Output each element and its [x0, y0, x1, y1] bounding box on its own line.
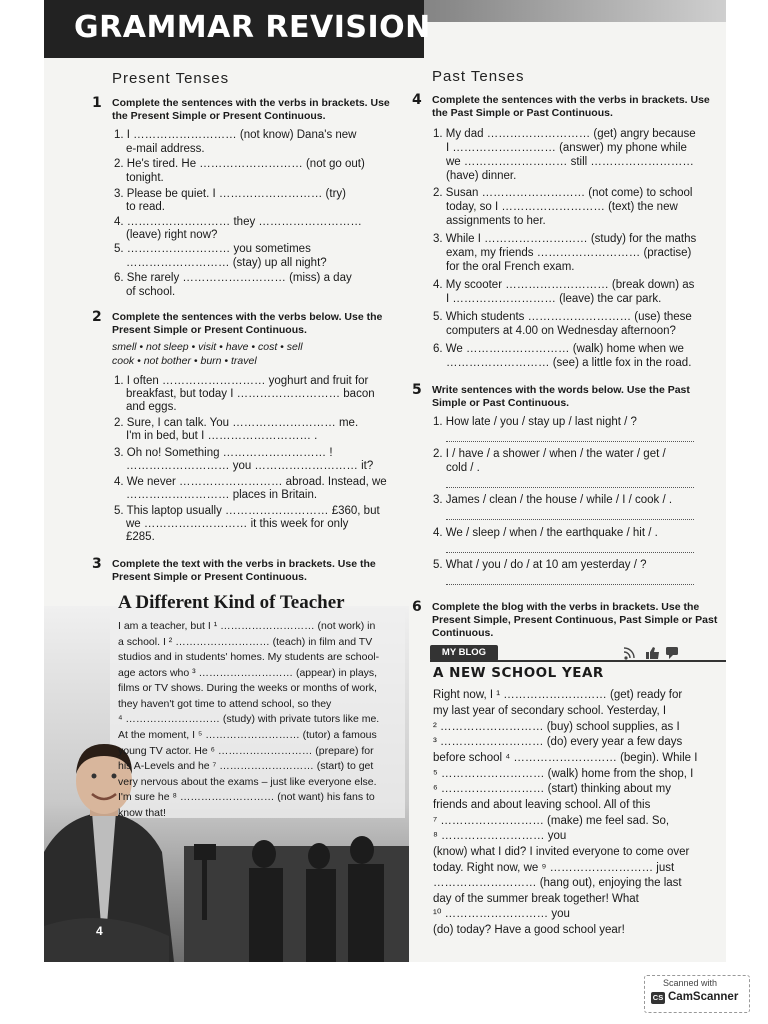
- present-tenses-heading: Present Tenses: [112, 70, 230, 87]
- exercise-line: I'm in bed, but I ……………………… .: [126, 430, 318, 442]
- exercise-line: 2. He's tired. He ……………………… (not go out): [114, 158, 365, 170]
- story-line: films or TV shows. During the weeks or months of work,: [118, 682, 377, 694]
- exercise-line: cold / .: [446, 462, 480, 474]
- worksheet-page: [44, 0, 726, 962]
- story-line: I am a teacher, but I ¹ ……………………… (not work) in: [118, 620, 376, 632]
- blog-line: ¹⁰ ……………………… you: [433, 908, 570, 920]
- exercise-line: 4. ……………………… they ………………………: [114, 216, 362, 228]
- exercise-2-number: 2: [92, 309, 102, 325]
- rss-icon: [624, 648, 634, 660]
- exercise-1-number: 1: [92, 95, 102, 111]
- blog-line: day of the summer break together! What: [433, 893, 639, 905]
- exercise-line: today, so I ……………………… (text) the new: [446, 201, 678, 213]
- exercise-6-instructions: Complete the blog with the verbs in brackets. Use the Present Simple, Present Continuous, Past Simple or Past Continuous.: [432, 601, 718, 639]
- exercise-1-instructions: Complete the sentences with the verbs in brackets. Use the Present Simple or Present Continuous.: [112, 97, 390, 122]
- exercise-line: ……………………… you ……………………… it?: [126, 460, 374, 472]
- exercise-line: 3. James / clean / the house / while / I / cook / .: [433, 494, 673, 506]
- story-line: very nervous about the exams – just like everyone else.: [118, 776, 377, 788]
- exercise-line: we ……………………… it this week for only: [126, 518, 349, 530]
- exercise-6-number: 6: [412, 599, 422, 615]
- exercise-line: 6. She rarely ……………………… (miss) a day: [114, 272, 352, 284]
- exercise-5-number: 5: [412, 382, 422, 398]
- blog-line: my last year of secondary school. Yesterday, I: [433, 705, 667, 717]
- like-icon: [646, 647, 659, 659]
- exercise-line: 1. How late / you / stay up / last night / ?: [433, 416, 637, 428]
- answer-blank: [446, 440, 694, 442]
- exercise-4-number: 4: [412, 92, 422, 108]
- scanned-with-label: Scanned with: [663, 978, 718, 988]
- exercise-line: 5. What / you / do / at 10 am yesterday / ?: [433, 559, 647, 571]
- answer-blank: [446, 551, 694, 553]
- exercise-line: 3. While I ……………………… (study) for the maths: [433, 233, 697, 245]
- story-line: a school. I ² ……………………… (teach) in film and TV: [118, 636, 373, 648]
- exercise-line: 5. ……………………… you sometimes: [114, 243, 311, 255]
- exercise-line: tonight.: [126, 172, 164, 184]
- blog-line: ……………………… (hang out), enjoying the last: [433, 877, 682, 889]
- exercise-3-number: 3: [92, 556, 102, 572]
- exercise-line: 1. I ……………………… (not know) Dana's new: [114, 129, 357, 141]
- blog-line: ² ……………………… (buy) school supplies, as I: [433, 721, 680, 733]
- exercise-line: £285.: [126, 531, 155, 543]
- blog-line: ⁵ ……………………… (walk) home from the shop, I: [433, 768, 694, 780]
- story-line: his A-Levels and he ⁷ ……………………… (start) to get: [118, 760, 374, 772]
- exercise-line: I ……………………… (answer) my phone while: [446, 142, 687, 154]
- story-line: they haven't got time to attend school, so they: [118, 698, 332, 710]
- blog-line: friends and about leaving school. All of this: [433, 799, 651, 811]
- blog-line: ⁷ ……………………… (make) me feel sad. So,: [433, 815, 670, 827]
- exercise-line: for the oral French exam.: [446, 261, 575, 273]
- blog-line: ⁶ ……………………… (start) thinking about my: [433, 783, 671, 795]
- exercise-line: e-mail address.: [126, 143, 205, 155]
- camscanner-logo-icon: CS: [652, 993, 664, 1002]
- exercise-line: ……………………… (stay) up all night?: [126, 257, 327, 269]
- exercise-5-instructions: Write sentences with the words below. Use the Past Simple or Past Continuous.: [432, 384, 690, 409]
- exercise-line: (have) dinner.: [446, 170, 517, 182]
- blog-title: A NEW SCHOOL YEAR: [433, 665, 604, 681]
- exercise-line: 5. This laptop usually ……………………… £360, but: [114, 505, 380, 517]
- blog-line: (do) today? Have a good school year!: [433, 924, 625, 936]
- answer-blank: [446, 518, 694, 520]
- answer-blank: [446, 583, 694, 585]
- blog-line: before school ⁴ ……………………… (begin). While I: [433, 752, 698, 764]
- blog-tab: MY BLOG: [430, 645, 498, 661]
- exercise-line: 6. We ……………………… (walk) home when we: [433, 343, 684, 355]
- page-title: GRAMMAR REVISION: [74, 10, 431, 45]
- exercise-line: (leave) right now?: [126, 229, 218, 241]
- exercise-line: 4. We never ……………………… abroad. Instead, we: [114, 476, 387, 488]
- exercise-line: to read.: [126, 201, 165, 213]
- exercise-line: ……………………… places in Britain.: [126, 489, 318, 501]
- exercise-line: 1. I often ……………………… yoghurt and fruit for: [114, 375, 369, 387]
- exercise-line: 3. Please be quiet. I ……………………… (try): [114, 188, 346, 200]
- page-number: 4: [96, 924, 103, 938]
- exercise-line: breakfast, but today I ……………………… bacon: [126, 388, 375, 400]
- exercise-2-word-list: smell • not sleep • visit • have • cost • sell: [112, 341, 303, 353]
- exercise-line: ……………………… (see) a little fox in the road.: [446, 357, 692, 369]
- exercise-2-instructions: Complete the sentences with the verbs below. Use the Present Simple or Present Continuous.: [112, 311, 383, 336]
- exercise-line: 4. My scooter ……………………… (break down) as: [433, 279, 695, 291]
- exercise-2-word-list: cook • not bother • burn • travel: [112, 355, 257, 367]
- story-title: A Different Kind of Teacher: [118, 592, 345, 613]
- story-line: young TV actor. He ⁶ ……………………… (prepare) for: [118, 745, 374, 757]
- answer-blank: [446, 486, 694, 488]
- blog-line: ³ ……………………… (do) every year a few days: [433, 736, 683, 748]
- blog-line: Right now, I ¹ ……………………… (get) ready for: [433, 689, 683, 701]
- exercise-line: 2. I / have / a shower / when / the water / get /: [433, 448, 666, 460]
- past-tenses-heading: Past Tenses: [432, 68, 525, 85]
- exercise-line: 4. We / sleep / when / the earthquake / hit / .: [433, 527, 658, 539]
- exercise-line: 2. Susan ……………………… (not come) to school: [433, 187, 693, 199]
- story-line: At the moment, I ⁵ ……………………… (tutor) a famous: [118, 729, 377, 741]
- story-line: ⁴ ……………………… (study) with private tutors like me.: [118, 713, 380, 725]
- blog-line: today. Right now, we ⁹ ……………………… just: [433, 862, 675, 874]
- film-crew-silhouettes: [184, 836, 409, 962]
- comment-icon: [666, 647, 678, 659]
- exercise-line: assignments to her.: [446, 215, 546, 227]
- blog-divider: [430, 660, 726, 662]
- story-line: age actors who ³ ……………………… (appear) in plays,: [118, 667, 378, 679]
- exercise-line: 2. Sure, I can talk. You ……………………… me.: [114, 417, 359, 429]
- exercise-line: 1. My dad ……………………… (get) angry because: [433, 128, 696, 140]
- exercise-4-instructions: Complete the sentences with the verbs in brackets. Use the Past Simple or Past Continuous.: [432, 94, 710, 119]
- blog-toolbar: [624, 646, 724, 660]
- exercise-line: I ……………………… (leave) the car park.: [446, 293, 662, 305]
- blog-line: (know) what I did? I invited everyone to come over: [433, 846, 690, 858]
- exercise-line: and eggs.: [126, 401, 177, 413]
- exercise-line: we ……………………… still ………………………: [446, 156, 694, 168]
- exercise-line: of school.: [126, 286, 176, 298]
- camscanner-stamp: [644, 975, 750, 1013]
- title-banner: [44, 0, 431, 58]
- story-line: studios and in students' homes. My students are school-: [118, 651, 380, 663]
- exercise-line: exam, my friends ……………………… (practise): [446, 247, 692, 259]
- story-line: know that!: [118, 807, 166, 819]
- exercise-3-instructions: Complete the text with the verbs in brackets. Use the Present Simple or Present Continuous.: [112, 558, 376, 583]
- camscanner-name: CamScanner: [668, 991, 739, 1003]
- exercise-line: 5. Which students ……………………… (use) these: [433, 311, 692, 323]
- blog-line: ⁸ ……………………… you: [433, 830, 567, 842]
- exercise-line: computers at 4.00 on Wednesday afternoon?: [446, 325, 676, 337]
- story-line: I'm sure he ⁸ ……………………… (not want) his fans to: [118, 791, 375, 803]
- exercise-line: 3. Oh no! Something ……………………… !: [114, 447, 333, 459]
